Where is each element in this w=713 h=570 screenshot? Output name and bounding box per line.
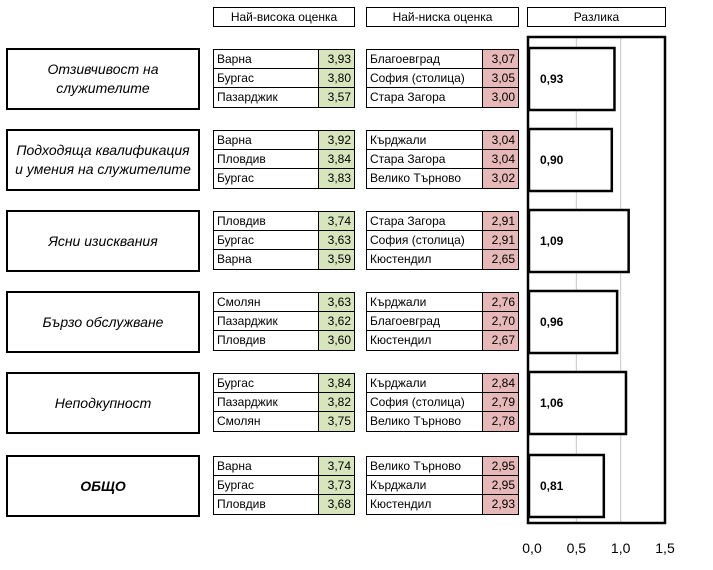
score-value: 2,95 bbox=[482, 457, 518, 475]
score-value: 3,84 bbox=[318, 374, 354, 392]
bar-value-label: 0,81 bbox=[540, 479, 564, 493]
score-value: 3,74 bbox=[318, 212, 354, 230]
category-label: Подходяща квалификация и умения на служителите bbox=[6, 129, 200, 191]
score-value: 2,84 bbox=[482, 374, 518, 392]
city-name: Велико Търново bbox=[370, 414, 462, 428]
score-value: 3,07 bbox=[482, 50, 518, 68]
city-name: Бургас bbox=[217, 478, 254, 492]
city-name: Пазарджик bbox=[217, 314, 278, 328]
score-value: 2,65 bbox=[482, 250, 518, 269]
score-value: 3,75 bbox=[318, 412, 354, 431]
city-name: София (столица) bbox=[370, 233, 465, 247]
category-label: Отзивчивост на служителите bbox=[6, 48, 200, 110]
city-name: Варна bbox=[217, 459, 252, 473]
bar-value-label: 0,90 bbox=[540, 153, 564, 167]
city-name: Пловдив bbox=[217, 497, 266, 511]
bar-value-label: 1,06 bbox=[540, 396, 564, 410]
city-name: Благоевград bbox=[370, 52, 440, 66]
score-value: 3,83 bbox=[318, 169, 354, 188]
city-name: Смолян bbox=[217, 295, 261, 309]
score-value: 3,05 bbox=[482, 69, 518, 87]
city-name: София (столица) bbox=[370, 71, 465, 85]
score-value: 3,57 bbox=[318, 88, 354, 107]
score-value: 3,92 bbox=[318, 131, 354, 149]
city-name: Стара Загора bbox=[370, 90, 446, 104]
score-value: 2,67 bbox=[482, 331, 518, 350]
city-name: Бургас bbox=[217, 171, 254, 185]
score-value: 3,04 bbox=[482, 131, 518, 149]
city-name: Кърджали bbox=[370, 295, 427, 309]
city-name: Кърджали bbox=[370, 376, 427, 390]
score-value: 3,63 bbox=[318, 293, 354, 311]
city-name: Кюстендил bbox=[370, 497, 432, 511]
city-name: Бургас bbox=[217, 233, 254, 247]
city-name: Велико Търново bbox=[370, 459, 462, 473]
score-value: 2,91 bbox=[482, 212, 518, 230]
city-name: Кюстендил bbox=[370, 333, 432, 347]
score-value: 2,70 bbox=[482, 312, 518, 330]
city-name: Пловдив bbox=[217, 333, 266, 347]
score-value: 3,04 bbox=[482, 150, 518, 168]
city-name: Кърджали bbox=[370, 478, 427, 492]
score-value: 2,78 bbox=[482, 412, 518, 431]
bar-value-label: 1,09 bbox=[540, 234, 564, 248]
city-name: Кюстендил bbox=[370, 252, 432, 266]
category-label: Ясни изисквания bbox=[6, 210, 200, 272]
city-name: Смолян bbox=[217, 414, 261, 428]
x-tick-label: 0,5 bbox=[566, 540, 587, 556]
city-name: Велико Търново bbox=[370, 171, 462, 185]
city-name: Бургас bbox=[217, 376, 254, 390]
score-value: 3,80 bbox=[318, 69, 354, 87]
score-value: 2,76 bbox=[482, 293, 518, 311]
header-highest: Най-висока оценка bbox=[213, 7, 355, 27]
city-name: Варна bbox=[217, 252, 252, 266]
score-value: 3,68 bbox=[318, 495, 354, 514]
city-name: Бургас bbox=[217, 71, 254, 85]
score-value: 2,95 bbox=[482, 476, 518, 494]
score-value: 3,00 bbox=[482, 88, 518, 107]
city-name: Пловдив bbox=[217, 152, 266, 166]
category-label: ОБЩО bbox=[6, 455, 200, 517]
city-name: Благоевград bbox=[370, 314, 440, 328]
score-value: 2,93 bbox=[482, 495, 518, 514]
city-name: Пазарджик bbox=[217, 395, 278, 409]
x-tick-label: 0,0 bbox=[522, 540, 542, 556]
header-lowest: Най-ниска оценка bbox=[366, 7, 519, 27]
city-name: Пазарджик bbox=[217, 90, 278, 104]
score-value: 3,60 bbox=[318, 331, 354, 350]
city-name: Варна bbox=[217, 133, 252, 147]
score-value: 3,63 bbox=[318, 231, 354, 249]
city-name: Кърджали bbox=[370, 133, 427, 147]
x-tick-label: 1,0 bbox=[610, 540, 631, 556]
category-label: Неподкупност bbox=[6, 372, 200, 434]
score-value: 3,02 bbox=[482, 169, 518, 188]
city-name: Пловдив bbox=[217, 214, 266, 228]
category-label: Бързо обслужване bbox=[6, 291, 200, 353]
bar-value-label: 0,96 bbox=[540, 315, 564, 329]
score-value: 2,91 bbox=[482, 231, 518, 249]
city-name: Варна bbox=[217, 52, 252, 66]
city-name: Стара Загора bbox=[370, 214, 446, 228]
score-value: 3,59 bbox=[318, 250, 354, 269]
score-value: 3,73 bbox=[318, 476, 354, 494]
score-value: 3,62 bbox=[318, 312, 354, 330]
city-name: Стара Загора bbox=[370, 152, 446, 166]
city-name: София (столица) bbox=[370, 395, 465, 409]
score-value: 3,84 bbox=[318, 150, 354, 168]
score-value: 3,74 bbox=[318, 457, 354, 475]
score-value: 2,79 bbox=[482, 393, 518, 411]
score-value: 3,82 bbox=[318, 393, 354, 411]
header-difference: Разлика bbox=[527, 7, 666, 27]
bar-value-label: 0,93 bbox=[540, 72, 564, 86]
score-value: 3,93 bbox=[318, 50, 354, 68]
x-tick-label: 1,5 bbox=[655, 540, 675, 556]
